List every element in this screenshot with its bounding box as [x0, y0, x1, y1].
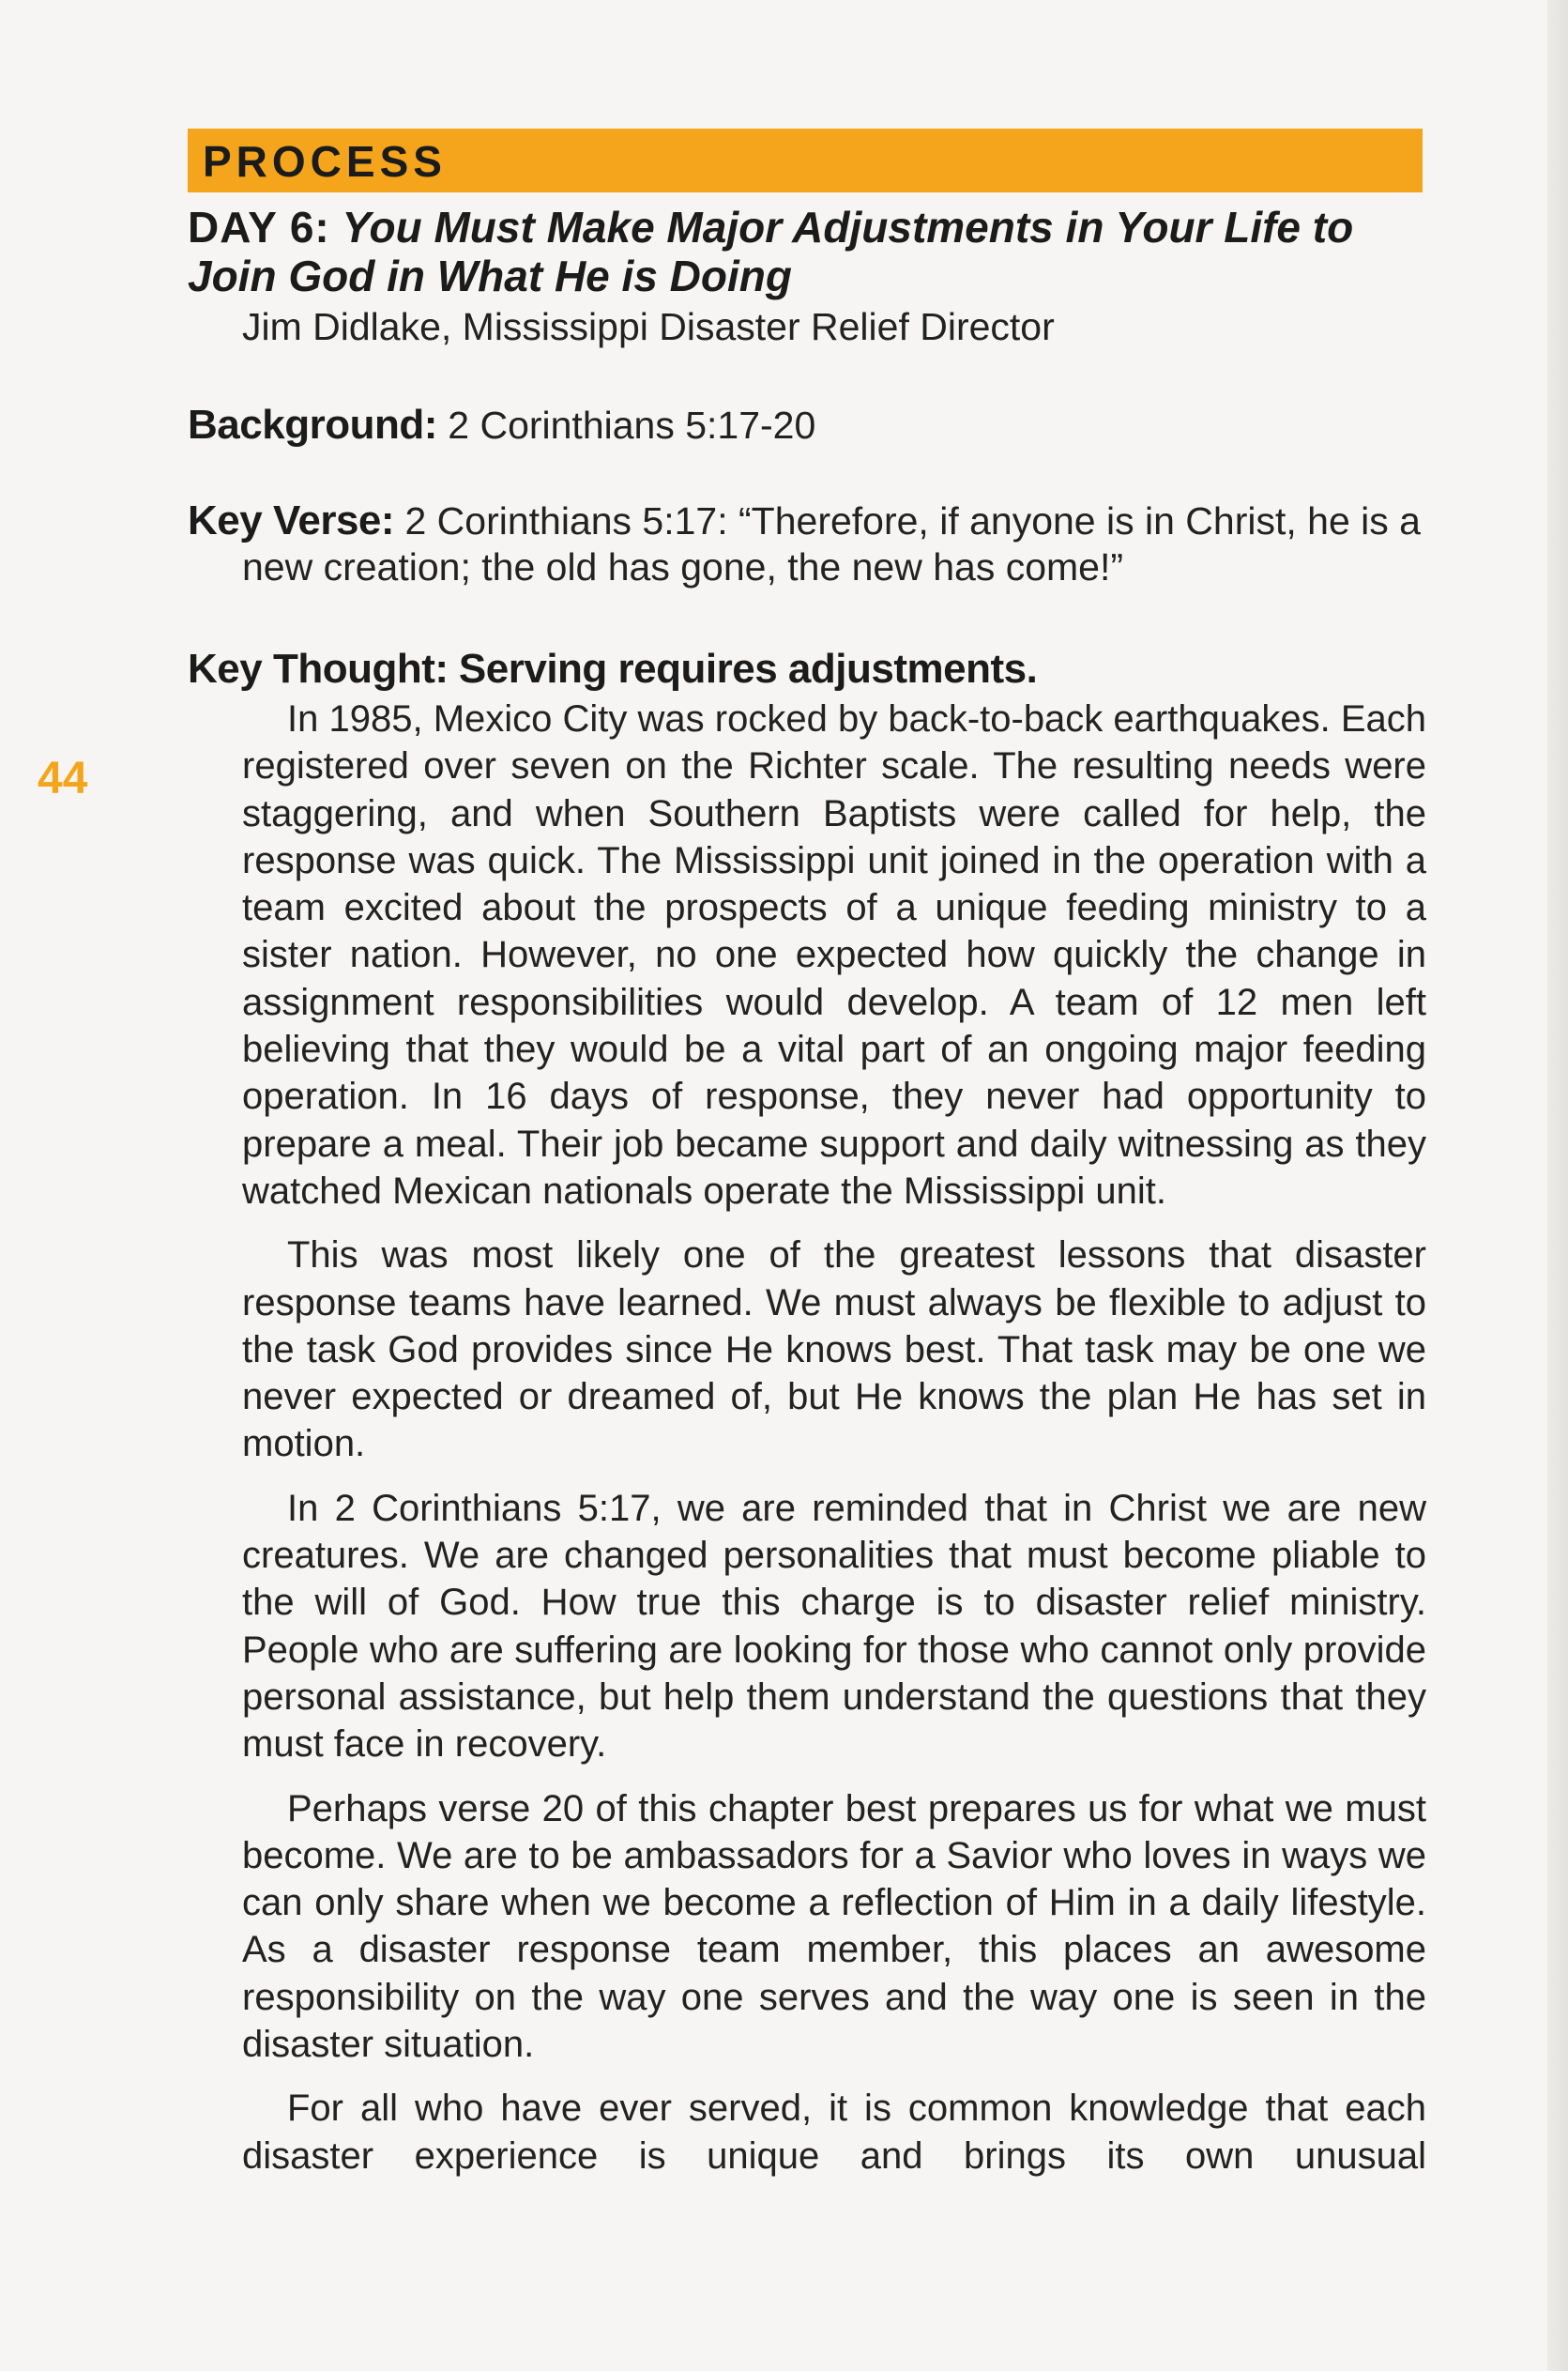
body-paragraph: Perhaps verse 20 of this chapter best prepares us for what we must become. We are to be ambassadors for a Savior who loves in ways we can only share when we become a reflection of Him in a daily lifestyle. As a disaster response team member, this places an awesome responsibility on the way one serves and the way one is seen in the disaster situation.: [242, 1787, 1426, 2066]
key-thought-text: Serving requires adjustments.: [458, 646, 1038, 692]
body-paragraph: In 1985, Mexico City was rocked by back-to-back earthquakes. Each registered over seven on the Richter scale. The resulting needs were staggering, and when Southern Baptists were called for help, the response was quick. The Mississippi unit joined in the operation with a team excited about the prospects of a unique feeding ministry to a sister nation. However, no one expected how quickly the change in assignment responsibilities would develop. A team of 12 men left believing that they would be a vital part of an ongoing major feeding operation. In 16 days of response, they never had opportunity to prepare a meal. Their job became support and daily witnessing as they watched Mexican nationals operate the Mississippi unit.: [242, 698, 1426, 1212]
body-paragraph: This was most likely one of the greatest lessons that disaster response teams have learned. We must always be flexible to adjust to the task God provides since He knows best. That task may be one we never expected or dreamed of, but He knows the plan He has set in motion.: [242, 1234, 1426, 1465]
page-number: 44: [38, 754, 88, 803]
key-verse-text: 2 Corinthians 5:17: “Therefore, if anyone is in Christ, he is a new creation; the old has gone, the new has come!”: [242, 499, 1421, 589]
page-edge-shadow: [1547, 0, 1568, 2371]
day-heading: [188, 203, 1436, 300]
background-text: 2 Corinthians 5:17-20: [448, 404, 816, 447]
background-label: Background:: [188, 402, 437, 448]
day-title: You Must Make Major Adjustments in Your Life to Join God in What He is Doing: [188, 203, 1354, 300]
key-thought-section: [188, 646, 1490, 693]
section-label: PROCESS: [203, 137, 447, 186]
section-banner: [188, 129, 1423, 192]
author-line: Jim Didlake, Mississippi Disaster Relief Director: [242, 305, 1055, 348]
body-paragraph: For all who have ever served, it is common knowledge that each disaster experience is unique and brings its own unusual: [242, 2088, 1426, 2177]
background-section: [188, 402, 1490, 449]
body-paragraph: In 2 Corinthians 5:17, we are reminded that in Christ we are new creatures. We are changed personalities that must become pliable to the will of God. How true this charge is to disaster relief ministry. People who are suffering are looking for those who cannot only provide personal assistance, but help them understand the questions that they must face in recovery.: [242, 1487, 1426, 1766]
key-verse-label: Key Verse:: [188, 497, 395, 543]
key-verse-section: [188, 497, 1490, 590]
key-thought-label: Key Thought:: [188, 646, 449, 692]
day-number: DAY 6:: [188, 203, 330, 252]
body-text: [242, 696, 1426, 2180]
